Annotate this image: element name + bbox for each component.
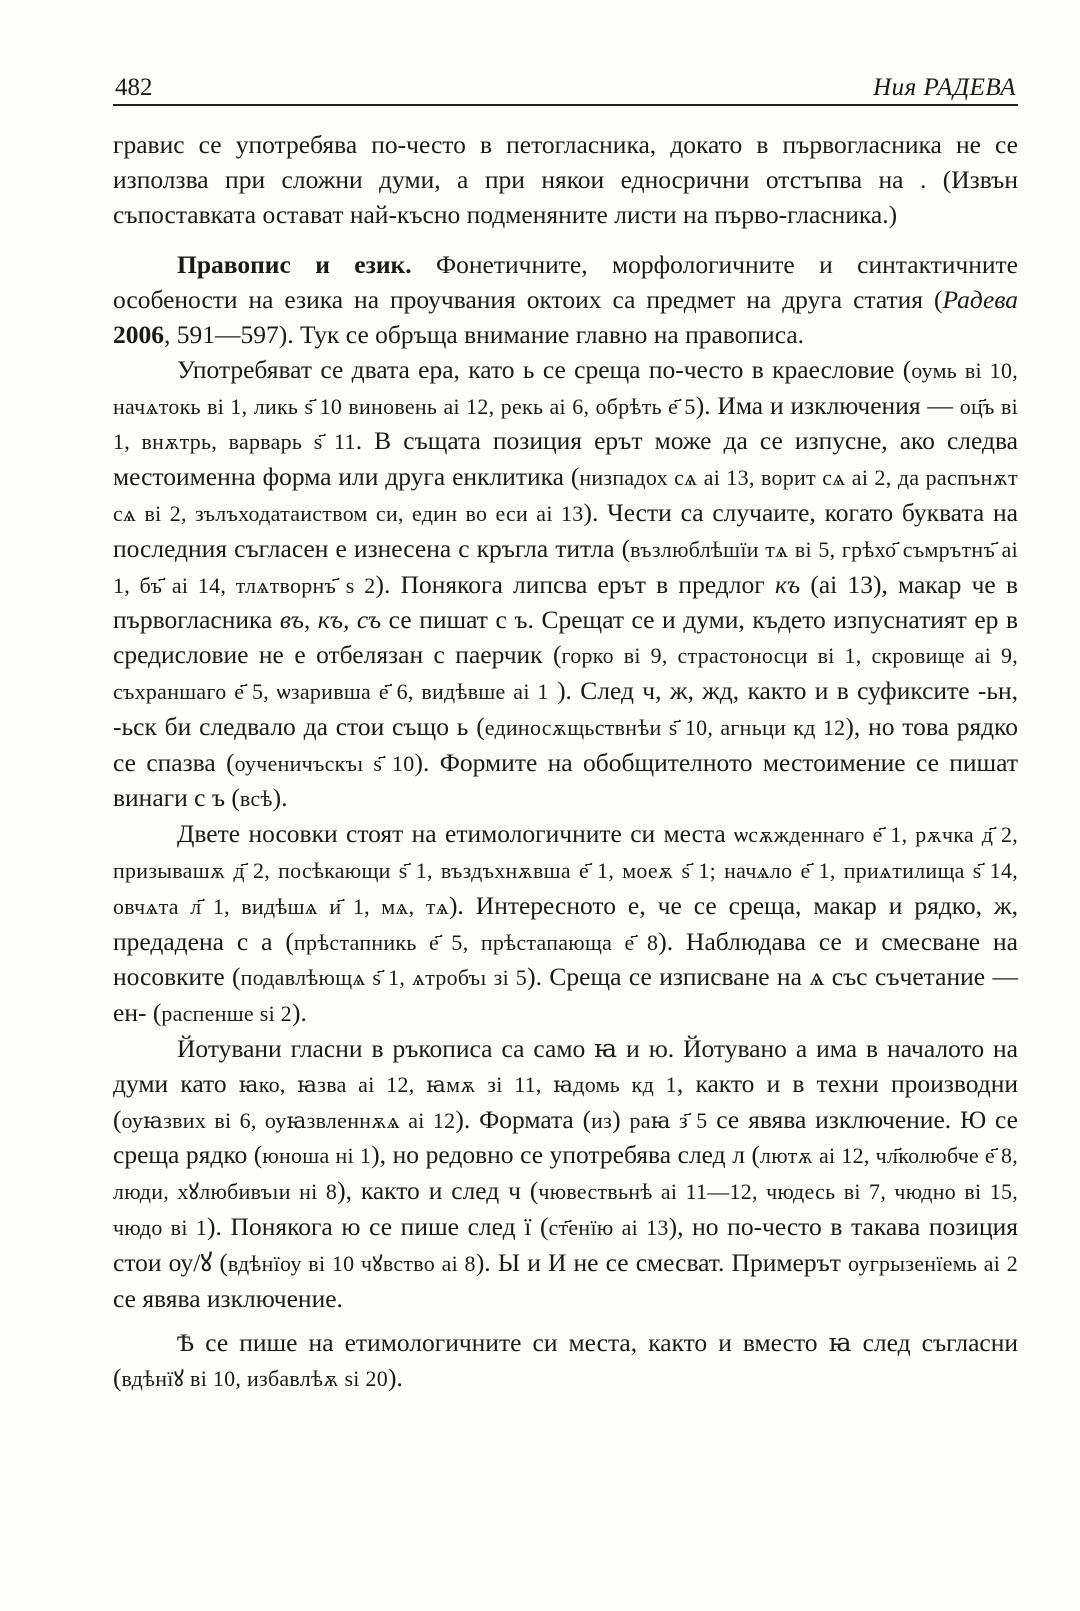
paragraph-text: ). Интересното е, че се среща, макар и рядко, ж, предадена с а ( bbox=[113, 890, 1018, 956]
paragraph-text: ). Ы и И не се смесват. Примерът bbox=[475, 1247, 849, 1277]
paragraph-text: се пишат с ъ. Срещат се и думи, където изпуснатият ер в средисловие не е отбелязан с паерчик ( bbox=[113, 605, 1018, 670]
paragraph-text: Двете носовки стоят на етимологичните си места bbox=[177, 819, 735, 849]
church-slavonic-example: оученичъскъı ѕ҃ 10 bbox=[234, 750, 415, 776]
church-slavonic-example: горко ві 9, страстоносци ві 1, скровище аі 9, съхраншаго е҃ 5, ѡзаривша е҃ 6, видѣвше аі 1 bbox=[113, 643, 1019, 704]
running-head: Ния РАДЕВА bbox=[873, 74, 1016, 101]
paragraph-text: ), както и след ч ( bbox=[337, 1176, 539, 1206]
italic-term: въ, къ, съ bbox=[279, 605, 382, 635]
church-slavonic-example: оц҃ъ ві 1, внѫтрь, варварь ѕ҃ 11 bbox=[113, 393, 1018, 455]
paragraph-text: ). bbox=[272, 783, 288, 813]
paragraph-text: , 591—597). Тук се обръща внимание главно на правописа. bbox=[164, 319, 805, 349]
paragraph-text: ). След ч, ж, жд, както и в суфиксите -ьн, -ьск би следвало да стои също ь ( bbox=[113, 675, 1018, 741]
citation-year: 2006 bbox=[113, 319, 164, 349]
church-slavonic-example: ꙗко, ꙗзва аі 12, ꙗмѫ зі 11, ꙗдомь кд 1 bbox=[238, 1071, 677, 1097]
paragraph-text: ). Понякога липсва ерът в предлог bbox=[375, 569, 775, 599]
church-slavonic-example: ст҃енїю аі 13 bbox=[548, 1214, 669, 1240]
paragraph-6 bbox=[113, 1326, 1018, 1397]
paragraph-4 bbox=[113, 817, 1018, 1032]
paragraph-text: ). Формите на обобщителното местоимение се пишат винаги с ъ ( bbox=[113, 747, 1018, 813]
paragraph-1 bbox=[113, 128, 1018, 232]
paragraph-text: ). Среща се изписване на ѧ със съчетание —ен- ( bbox=[113, 962, 1018, 1028]
church-slavonic-example: прѣстапникь е҃ 5, прѣстапающа е҃ 8 bbox=[293, 929, 659, 955]
paragraph-text: (аі 13), макар че в първогласника bbox=[113, 569, 1018, 635]
paragraph-text: , както и в техни производни ( bbox=[113, 1068, 1019, 1134]
paragraph-2 bbox=[113, 248, 1018, 352]
section-lead: Правопис и език. bbox=[177, 250, 412, 280]
italic-term: къ bbox=[774, 569, 801, 599]
church-slavonic-example: оумь ві 10, начѧтокь ві 1, ликь ѕ҃ 10 виновень аі 12, рекь аі 6, обрѣть е҃ 5 bbox=[113, 357, 1018, 419]
paragraph-text: . В същата позиция ерът може да се изпусне, ако следва местоименна форма или друга енклитика ( bbox=[113, 426, 1018, 492]
church-slavonic-example: вдѣнїоу ві 10 чꙋвство аі 8 bbox=[227, 1250, 476, 1276]
church-slavonic-example: чювествьнѣ аі 11—12, чюдесь ві 7, чюдно ві 15, чюдо ві 1 bbox=[113, 1179, 1018, 1240]
paragraph-text: ). Има и изключения — bbox=[695, 390, 960, 420]
church-slavonic-example: из bbox=[591, 1107, 613, 1133]
paragraph-5 bbox=[113, 1032, 1018, 1316]
church-slavonic-example: възлюблѣшїи тѧ ві 5, грѣхо҃ съмрътнъ҃ аі 1, бъ҃ аі 14, тлѧтворнъ҃ ѕ 2 bbox=[113, 536, 1019, 598]
paragraph-text: Ѣ се пише на етимологичните си места, както и вместо ꙗ след съгласни ( bbox=[113, 1328, 1018, 1393]
citation-author: Радева bbox=[942, 285, 1018, 315]
church-slavonic-example: вдѣнїꙋ ві 10, избавлѣѫ ѕі 20 bbox=[121, 1366, 388, 1392]
church-slavonic-example: оугрызенїемь аі 2 bbox=[848, 1250, 1018, 1276]
body-text bbox=[113, 128, 1018, 1397]
page-number: 482 bbox=[115, 74, 153, 101]
paragraph-text: ), но редовно се употребява след л ( bbox=[371, 1140, 761, 1170]
paragraph-text: ) bbox=[612, 1104, 630, 1134]
paragraph-text: ), но по-често в такава позиция стои оу/ꙋ ( bbox=[113, 1211, 1018, 1277]
paragraph-text: Употребяват се двата ера, като ь се среща по-често в краесловие ( bbox=[177, 354, 912, 384]
paragraph-text: се явява изключение. bbox=[113, 1283, 343, 1313]
paragraph-text: ). Наблюдава се и смесване на носовките ( bbox=[113, 926, 1018, 992]
paragraph-text: Йотувани гласни в ръкописа са само ꙗ и ю. Йотувано а има в началото на думи като bbox=[113, 1033, 1018, 1098]
paragraph-text: ). bbox=[292, 998, 307, 1028]
church-slavonic-example: оуꙗзвих ві 6, оуꙗзвленнѫѧ аі 12 bbox=[121, 1107, 456, 1133]
paragraph-text: ). Понякога ю се пише след ї ( bbox=[207, 1211, 549, 1241]
church-slavonic-example: единосѫщьствнѣи ѕ҃ 10, агньци кд 12 bbox=[484, 714, 846, 740]
church-slavonic-example: раꙗ з҃ 5 bbox=[629, 1107, 708, 1133]
church-slavonic-example: ѡсѫжденнаго е҃ 1, рѫчка д҃ 2, призывашѫ д҃ 2, посѣкающи ѕ҃ 1, въздъхнѫвша е҃ 1, моеѫ ѕ҃ 1; начѧло е҃ 1, приѧтилища ѕ҃ 14, овчѧта л҃ 1, видѣшѧ и҃ 1, мѧ, тѧ bbox=[113, 822, 1019, 919]
church-slavonic-example: лютѫ аі 12, чл҃колюбче е҃ 8, люди, хꙋлюбивъıи ні 8 bbox=[113, 1143, 1018, 1205]
church-slavonic-example: низпадох сѧ аі 13, ворит сѧ аі 2, да распънѫт сѧ ві 2, зълъходатаиством си, един во еси аі 13 bbox=[113, 465, 1018, 526]
church-slavonic-example: подавлѣющѧ ѕ҃ 1, ѧтробъı зі 5 bbox=[240, 965, 528, 991]
paragraph-text: ). Формата ( bbox=[455, 1104, 592, 1134]
paragraph-3 bbox=[113, 353, 1018, 817]
paragraph-text: гравис се употребява по-често в петогласника, докато в първогласника не се използва при сложни думи, а при някои едносрични отстъпва на . (Извън съпоставката остават най-късно подменяните листи на първо-гласника.) bbox=[113, 130, 1018, 229]
paragraph-text: ). Чести са случаите, когато буквата на последния съгласен е изнесена с кръгла титла ( bbox=[113, 497, 1018, 563]
paragraph-text: ). bbox=[387, 1363, 403, 1393]
church-slavonic-example: распенше ѕі 2 bbox=[161, 1001, 292, 1027]
page-header bbox=[113, 70, 1018, 106]
paragraph-text: Фонетичните, морфологичните и синтактичните особености на езика на проучвания октоих са предмет на друга статия ( bbox=[113, 250, 1018, 315]
church-slavonic-example: юноша ні 1 bbox=[262, 1143, 372, 1169]
paragraph-text: се явява изключение. Ю се среща рядко ( bbox=[113, 1104, 1018, 1170]
paragraph-text: ), но това рядко се спазва ( bbox=[113, 711, 1019, 777]
church-slavonic-example: всѣ bbox=[239, 786, 273, 812]
